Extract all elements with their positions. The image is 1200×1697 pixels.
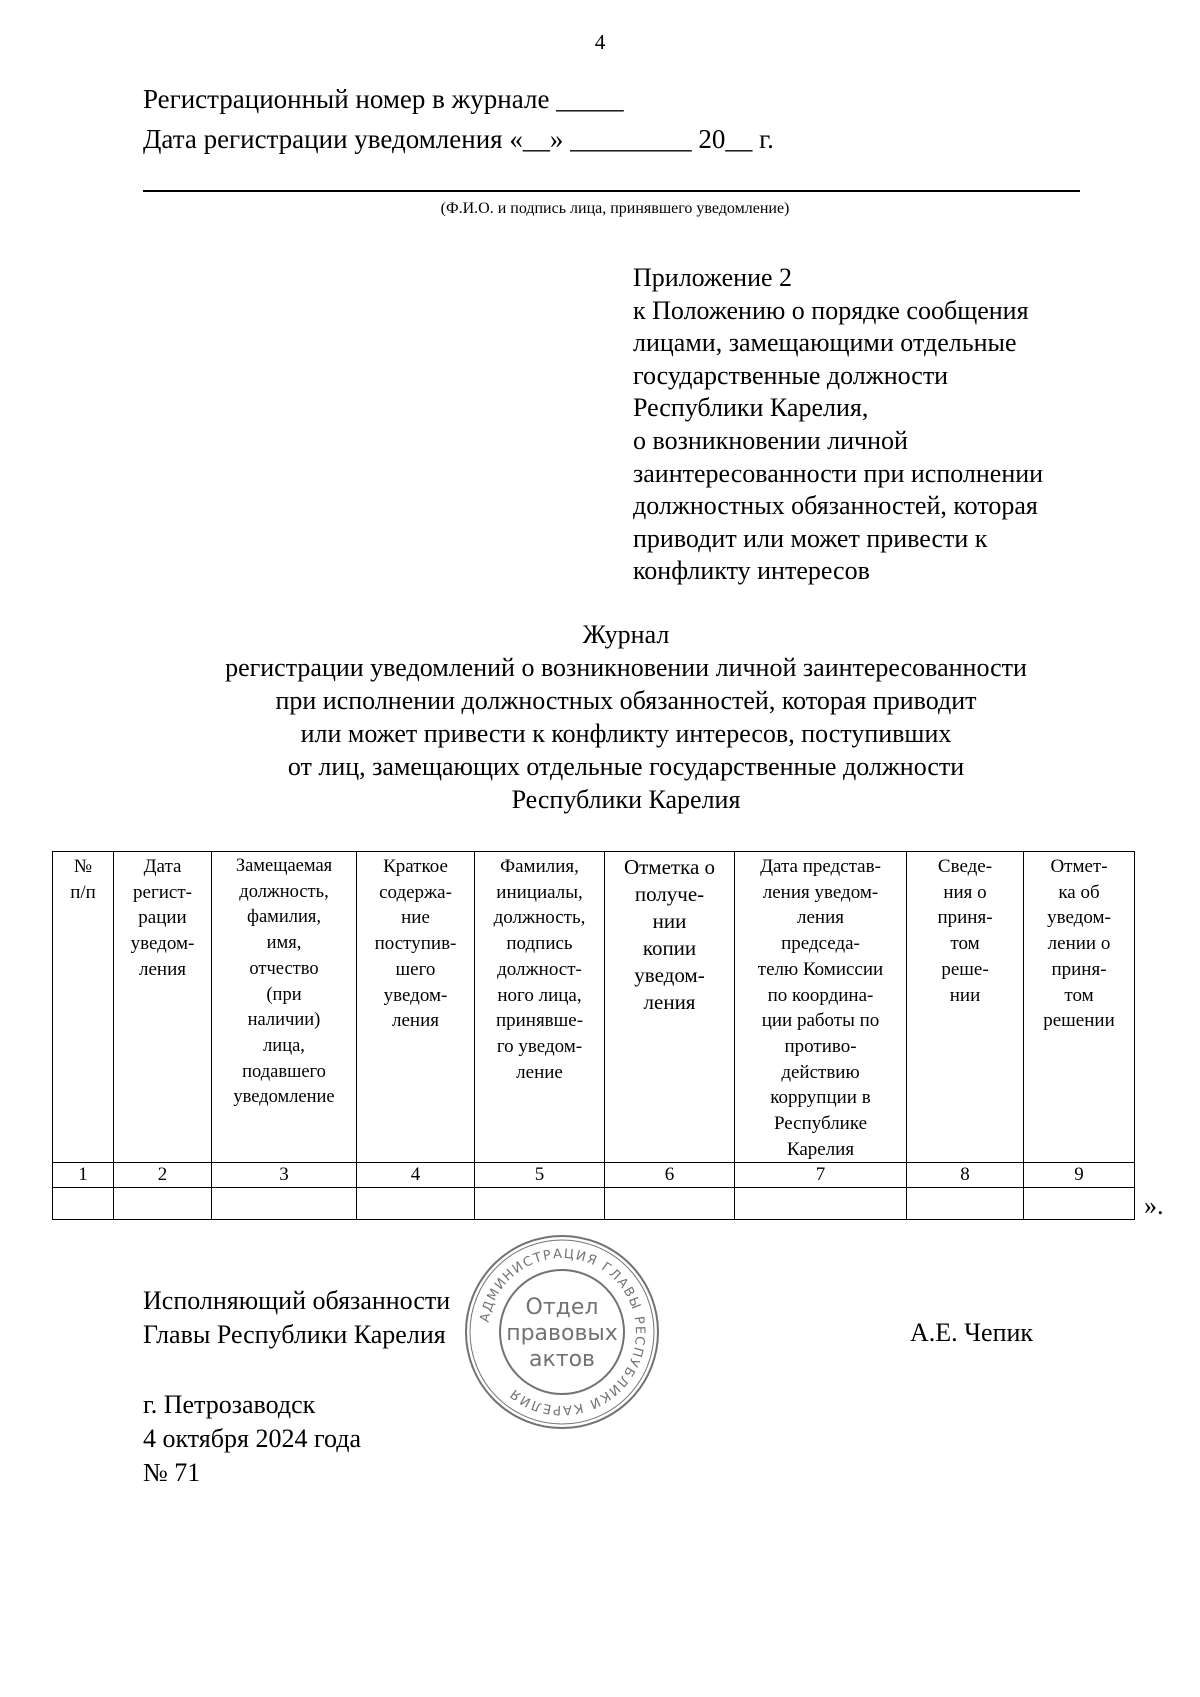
column-header-line: ного лица,: [497, 984, 582, 1006]
column-header-line: ления: [643, 990, 696, 1014]
empty-cell: [907, 1188, 1024, 1220]
column-header: [114, 852, 212, 1163]
column-header-line: приня-: [937, 907, 993, 929]
registry-table: [52, 851, 1135, 1220]
column-header-line: Отмет-: [1050, 856, 1108, 877]
empty-cell: [735, 1188, 907, 1220]
stamp-ring-text: АДМИНИСТРАЦИЯ ГЛАВЫ РЕСПУБЛИКИ КАРЕЛИЯ: [477, 1246, 648, 1418]
column-header-line: отчество: [249, 958, 319, 979]
stamp-center-line: Отдел: [525, 1295, 599, 1320]
signer-position: [143, 1284, 450, 1352]
column-header-line: ления: [392, 1010, 439, 1032]
column-header-line: ния о: [943, 881, 987, 903]
registration-date-line: Дата регистрации уведомления «__» _________ 20__ г.: [143, 124, 774, 154]
column-header-line: Отметка о: [623, 855, 716, 879]
column-header-line: лении о: [1047, 933, 1111, 955]
column-header-line: Карелия: [786, 1138, 855, 1160]
column-header-line: коррупции в: [770, 1087, 871, 1109]
column-header-line: подавшего: [242, 1061, 326, 1082]
stamp-center-line: правовых: [506, 1321, 618, 1346]
column-header: [735, 852, 907, 1163]
column-header-line: ние: [401, 907, 430, 929]
column-header-line: получе-: [634, 882, 705, 906]
appendix-line: конфликту интересов: [633, 556, 870, 586]
column-header-line: Республике: [773, 1113, 868, 1135]
column-header-line: действию: [781, 1061, 860, 1083]
column-header-line: инициалы,: [496, 881, 583, 903]
journal-title-line: Журнал: [582, 620, 670, 649]
column-header-line: том: [950, 933, 980, 955]
empty-cell: [114, 1188, 212, 1220]
appendix-line: должностных обязанностей, которая: [633, 491, 1038, 521]
journal-title: [0, 618, 1200, 816]
appendix-line: Республики Карелия,: [633, 393, 869, 423]
issue-details: [143, 1388, 361, 1490]
table-header-row: [53, 852, 1135, 1163]
column-header: [605, 852, 735, 1163]
column-header: [357, 852, 475, 1163]
column-number: 8: [907, 1163, 1024, 1188]
appendix-line: приводит или может привести к: [633, 523, 988, 553]
column-header-line: регист-: [133, 881, 192, 903]
column-header-line: копии: [642, 936, 697, 960]
column-header-line: должность,: [493, 907, 586, 929]
column-header: [1024, 852, 1135, 1163]
column-header-line: подпись: [506, 933, 573, 955]
column-header-line: Дата: [143, 856, 182, 877]
empty-cell: [1024, 1188, 1135, 1220]
column-header-line: уведомление: [233, 1087, 335, 1108]
column-header: [212, 852, 357, 1163]
column-header: [907, 852, 1024, 1163]
column-header-line: том: [1064, 984, 1094, 1006]
column-header-line: ления: [797, 907, 844, 929]
registration-number-line: Регистрационный номер в журнале _____: [143, 84, 624, 114]
column-header-line: решении: [1043, 1010, 1115, 1032]
column-number: 5: [475, 1163, 605, 1188]
column-header-line: ления: [139, 958, 186, 980]
column-number: 3: [212, 1163, 357, 1188]
column-header-line: №: [73, 856, 93, 877]
appendix-line: о возникновении личной: [633, 425, 908, 455]
column-header-line: шего: [395, 958, 436, 980]
appendix-line: заинтересованности при исполнении: [633, 458, 1044, 488]
column-header-line: реше-: [941, 958, 989, 980]
appendix-line: лицами, замещающими отдельные: [633, 328, 1017, 358]
column-header-line: п/п: [70, 881, 96, 903]
journal-title-line: регистрации уведомлений о возникновении личной заинтересованности: [225, 653, 1027, 682]
empty-cell: [53, 1188, 114, 1220]
empty-cell: [212, 1188, 357, 1220]
column-header-line: поступив-: [374, 933, 457, 955]
column-header-line: Фамилия,: [500, 856, 579, 877]
issue-place: г. Петрозаводск: [143, 1390, 316, 1419]
signature-caption: (Ф.И.О. и подпись лица, принявшего уведомление): [440, 200, 790, 217]
column-header-line: Сведе-: [937, 856, 993, 877]
journal-title-line: или может привести к конфликту интересов, поступивших: [300, 719, 952, 748]
column-header-line: Дата представ-: [760, 856, 881, 877]
column-header-line: рации: [138, 907, 187, 929]
signer-position-line: Исполняющий обязанности: [143, 1286, 451, 1315]
column-header-line: телю Комиссии: [757, 958, 884, 980]
column-header-line: уведом-: [634, 963, 705, 987]
column-number: 2: [114, 1163, 212, 1188]
column-header-line: должност-: [497, 958, 582, 980]
column-header-line: имя,: [266, 933, 302, 954]
column-number: 7: [735, 1163, 907, 1188]
issue-number: № 71: [143, 1458, 201, 1487]
column-header: [475, 852, 605, 1163]
appendix-line: к Положению о порядке сообщения: [633, 295, 1029, 325]
column-header-line: Замещаемая: [235, 856, 333, 876]
column-header-line: Краткое: [383, 856, 448, 877]
empty-cell: [605, 1188, 735, 1220]
column-header-line: нии: [949, 984, 981, 1006]
column-header-line: ления уведом-: [762, 881, 879, 903]
column-header-line: уведом-: [130, 933, 195, 955]
column-header-line: фамилия,: [246, 907, 322, 928]
column-header-line: содержа-: [379, 881, 452, 903]
column-header-line: (при: [266, 984, 302, 1005]
journal-title-line: при исполнении должностных обязанностей, которая приводит: [275, 686, 977, 715]
column-header-line: приня-: [1051, 958, 1107, 980]
column-header-line: ка об: [1058, 881, 1100, 903]
empty-cell: [357, 1188, 475, 1220]
page-number: 4: [594, 30, 606, 54]
column-number: 4: [357, 1163, 475, 1188]
journal-title-line: от лиц, замещающих отдельные государственные должности: [287, 752, 965, 781]
signature-rule: [143, 190, 1080, 192]
table-row: [53, 1188, 1135, 1220]
column-header-line: принявше-: [495, 1010, 584, 1032]
column-header-line: председа-: [781, 933, 860, 955]
signer-name: А.Е. Чепик: [910, 1318, 1034, 1347]
closing-quote: ».: [1144, 1191, 1164, 1220]
column-header-line: нии: [652, 909, 687, 933]
signer-position-line: Главы Республики Карелия: [143, 1320, 446, 1349]
column-header-line: наличии): [247, 1010, 321, 1031]
column-number: 9: [1024, 1163, 1135, 1188]
appendix-line: Приложение 2: [633, 263, 793, 292]
column-header-line: уведом-: [383, 984, 448, 1006]
official-stamp: [462, 1232, 662, 1432]
column-header-line: лица,: [263, 1035, 305, 1056]
stamp-center-line: актов: [528, 1347, 596, 1372]
column-header-line: го уведом-: [496, 1035, 583, 1057]
issue-date: 4 октября 2024 года: [143, 1424, 361, 1453]
empty-cell: [475, 1188, 605, 1220]
column-header-line: ции работы по: [761, 1010, 880, 1032]
column-number-row: [53, 1163, 1135, 1188]
appendix-note: [633, 262, 1043, 588]
column-header-line: ление: [516, 1061, 563, 1083]
column-header: [53, 852, 114, 1163]
column-header-line: по координа-: [767, 984, 874, 1006]
appendix-line: государственные должности: [633, 360, 949, 390]
column-header-line: уведом-: [1047, 907, 1111, 929]
column-number: 1: [53, 1163, 114, 1188]
journal-title-line: Республики Карелия: [511, 785, 741, 814]
column-header-line: должность,: [239, 881, 329, 902]
column-header-line: противо-: [784, 1035, 857, 1057]
column-number: 6: [605, 1163, 735, 1188]
